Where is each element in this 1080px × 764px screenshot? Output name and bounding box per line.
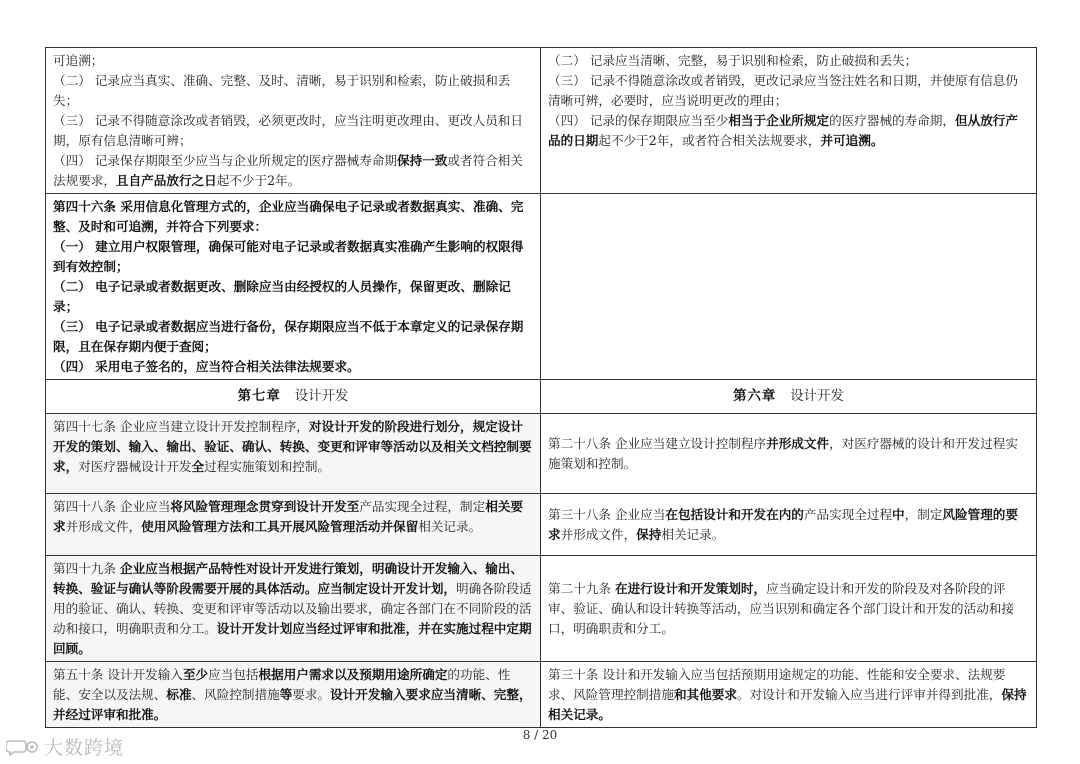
clause-paragraph [53,317,533,357]
text-run: 产品实现全过程，制定 [359,499,486,514]
article-row [46,662,1037,728]
new-version-cell [46,48,541,194]
bold-text-run: 企业应当根据产品特性对设计开发进行策划，明确设计开发输入、输出、转换、验证与确认等阶段需要开展的具体活动。应当制定设计开发计划， [53,561,523,596]
bold-text-run: 并可追溯。 [820,133,884,148]
text-run: ，制定 [904,507,943,522]
text-run: 的功能、性能、安全以及法规、 [53,667,511,702]
text-run: 应当确定设计和开发的阶段及对各阶段的评审、验证、确认和设计转换等活动，应当识别和确定各个部门设计和开发的活动和接口，明确职责和分工。 [548,581,1014,636]
bold-text-run: 相关要求 [53,499,523,534]
old-version-cell [541,194,1037,380]
old-version-cell [541,48,1037,194]
clause-paragraph [53,277,533,317]
bold-text-run: 使用风险管理方法和工具开展风险管理活动并保留 [141,519,419,534]
bold-text-run: 在包括设计和开发在内的 [665,507,804,522]
bold-text-run: 全 [191,459,205,474]
new-version-cell [46,194,541,380]
clause-paragraph [548,51,1029,71]
clause-paragraph [53,497,533,537]
clause-paragraph [53,151,533,191]
bold-text-run: （二） 电子记录或者数据更改、删除应当由经授权的人员操作，保留更改、删除记录； [53,279,511,314]
comparison-table [45,47,1037,728]
bold-text-run: 对设计开发的阶段进行划分，规定设计开发的策划、输入、输出、验证、确认、转换、变更和评审等活动以及相关文档控制要求， [53,419,532,474]
clause-paragraph [548,505,1029,545]
chapter-number-left: 第七章 [237,388,281,404]
old-version-cell [541,414,1037,494]
text-run: （二） 记录应当清晰、完整，易于识别和检索，防止破损和丢失； [548,53,918,68]
clause-paragraph [548,434,1029,474]
bold-text-run: （一） 建立用户权限管理，确保可能对电子记录或者数据真实准确产生影响的权限得到有效控制； [53,239,524,274]
clause-paragraph [53,417,533,477]
bold-text-run: 相当于企业所规定 [728,113,830,128]
chapter-title-left: 设计开发 [294,389,349,404]
new-version-cell [46,556,541,662]
speech-bubble-eye-icon [6,738,40,756]
text-run: （三） 记录不得随意涂改或者销毁，必须更改时，应当注明更改理由、更改人员和日期，原有信息清晰可辨； [53,113,523,148]
clause-paragraph [53,237,533,277]
article-row [46,48,1037,194]
text-run: 的医疗器械的寿命期， [829,113,956,128]
old-version-cell [541,662,1037,728]
bold-text-run: （三） 电子记录或者数据应当进行备份，保存期限应当不低于本章定义的记录保存期限，且在保存期内便于查阅； [53,319,524,354]
watermark-logo [6,733,124,760]
bold-text-run: 保持 [636,527,662,542]
bold-text-run: 标准 [166,687,192,702]
text-run: 起不少于2年，或者符合相关法规要求， [598,133,821,148]
bold-text-run: 设计开发输入要求应当清晰、完整，并经过评审和批准。 [53,687,532,722]
text-run: 或者符合相关法规要求， [53,153,523,188]
text-run: 、风险控制措施 [191,687,280,702]
new-version-cell [46,662,541,728]
chapter-number-right: 第六章 [733,388,777,404]
text-run: 对医疗器械设计开发 [78,459,192,474]
text-run: 相关记录。 [418,519,482,534]
page-number: 8 / 20 [522,728,558,742]
text-run: 可追溯； [53,53,104,68]
clause-paragraph [53,111,533,151]
text-run: 过程实施策划和控制。 [204,459,331,474]
clause-paragraph [548,665,1029,725]
text-run: 并形成文件， [560,527,637,542]
text-run: 第五十条 设计开发输入 [53,667,183,682]
bold-text-run: 保持相关记录。 [548,687,1027,722]
text-run: （四） 记录保存期限至少应当与企业所规定的医疗器械寿命期 [53,153,398,168]
text-run: 第三十条 设计和开发输入应当包括预期用途规定的功能、性能和安全要求、法规要求、风险管理控制措施 [548,667,1006,702]
text-run: 第二十九条 [548,581,615,596]
bold-text-run: 将风险管理理念贯穿到设计开发至 [170,499,360,514]
bold-text-run: 等 [279,687,293,702]
article-row [46,494,1037,556]
text-run: 要求。 [292,687,331,702]
text-run: ，对医疗器械的设计和开发过程实施策划和控制。 [548,436,1018,471]
bold-text-run: （四） 采用电子签名的，应当符合相关法律法规要求。 [53,359,360,374]
text-run: （二） 记录应当真实、准确、完整、及时、清晰，易于识别和检索，防止破损和丢失； [53,73,511,108]
watermark-logo-text: 大数跨境 [44,737,125,759]
clause-paragraph [53,559,533,659]
new-version-cell [46,494,541,556]
text-run: （三） 记录不得随意涂改或者销毁，更改记录应当签注姓名和日期，并使原有信息仍清晰可辨，必要时，应当说明更改的理由； [548,73,1018,108]
text-run: 相关记录。 [661,527,725,542]
bold-text-run: 和其他要求 [673,687,737,702]
text-run: 第四十八条 企业应当 [53,499,171,514]
bold-text-run: 第四十六条 采用信息化管理方式的，企业应当确保电子记录或者数据真实、准确、完整、及时和可追溯，并符合下列要求： [53,199,524,234]
article-row [46,556,1037,662]
bold-text-run: 中 [892,507,905,522]
text-run: 第三十八条 企业应当 [548,507,666,522]
text-run: 产品实现全过程 [803,507,893,522]
bold-text-run: 根据用户需求以及预期用途所确定 [258,667,448,682]
bold-text-run: 在进行设计和开发策划时， [614,581,767,596]
text-run: 起不少于2年。 [216,173,301,188]
text-run: 应当包括 [208,667,259,682]
text-run: 并形成文件， [65,519,142,534]
clause-paragraph [53,51,533,71]
bold-text-run: 且自产品放行之日 [115,173,217,188]
clause-paragraph [53,71,533,111]
article-row [46,414,1037,494]
clause-paragraph [53,197,533,237]
clause-paragraph [53,665,533,725]
clause-paragraph [53,357,533,377]
bold-text-run: 风险管理的要求 [548,507,1018,542]
chapter-heading-right [541,380,1037,414]
old-version-cell [541,556,1037,662]
bold-text-run: 但从放行产品的日期 [548,113,1018,148]
chapter-heading-left [46,380,541,414]
bold-text-run: 保持一致 [397,153,448,168]
bold-text-run: 并形成文件 [766,436,830,451]
bold-text-run: 至少 [182,667,209,682]
text-run: 第二十八条 企业应当建立设计控制程序 [548,436,767,451]
clause-paragraph [548,111,1029,151]
article-row [46,194,1037,380]
text-run: （四） 记录的保存期限应当至少 [548,113,729,128]
text-run: 明确各阶段适用的验证、确认、转换、变更和评审等活动以及输出要求，确定各部门在不同阶段的活动和接口，明确职责和分工。 [53,581,532,636]
new-version-cell [46,414,541,494]
clause-paragraph [548,579,1029,639]
chapter-title-right: 设计开发 [790,389,844,404]
text-run: 第四十七条 企业应当建立设计开发控制程序， [53,419,309,434]
chapter-heading-row [46,380,1037,414]
clause-paragraph [548,71,1029,111]
text-run: 第四十九条 [53,561,120,576]
bold-text-run: 设计开发计划应当经过评审和批准，并在实施过程中定期回顾。 [53,621,532,656]
text-run: 。对设计和开发输入应当进行评审并得到批准， [736,687,1002,702]
old-version-cell [541,494,1037,556]
